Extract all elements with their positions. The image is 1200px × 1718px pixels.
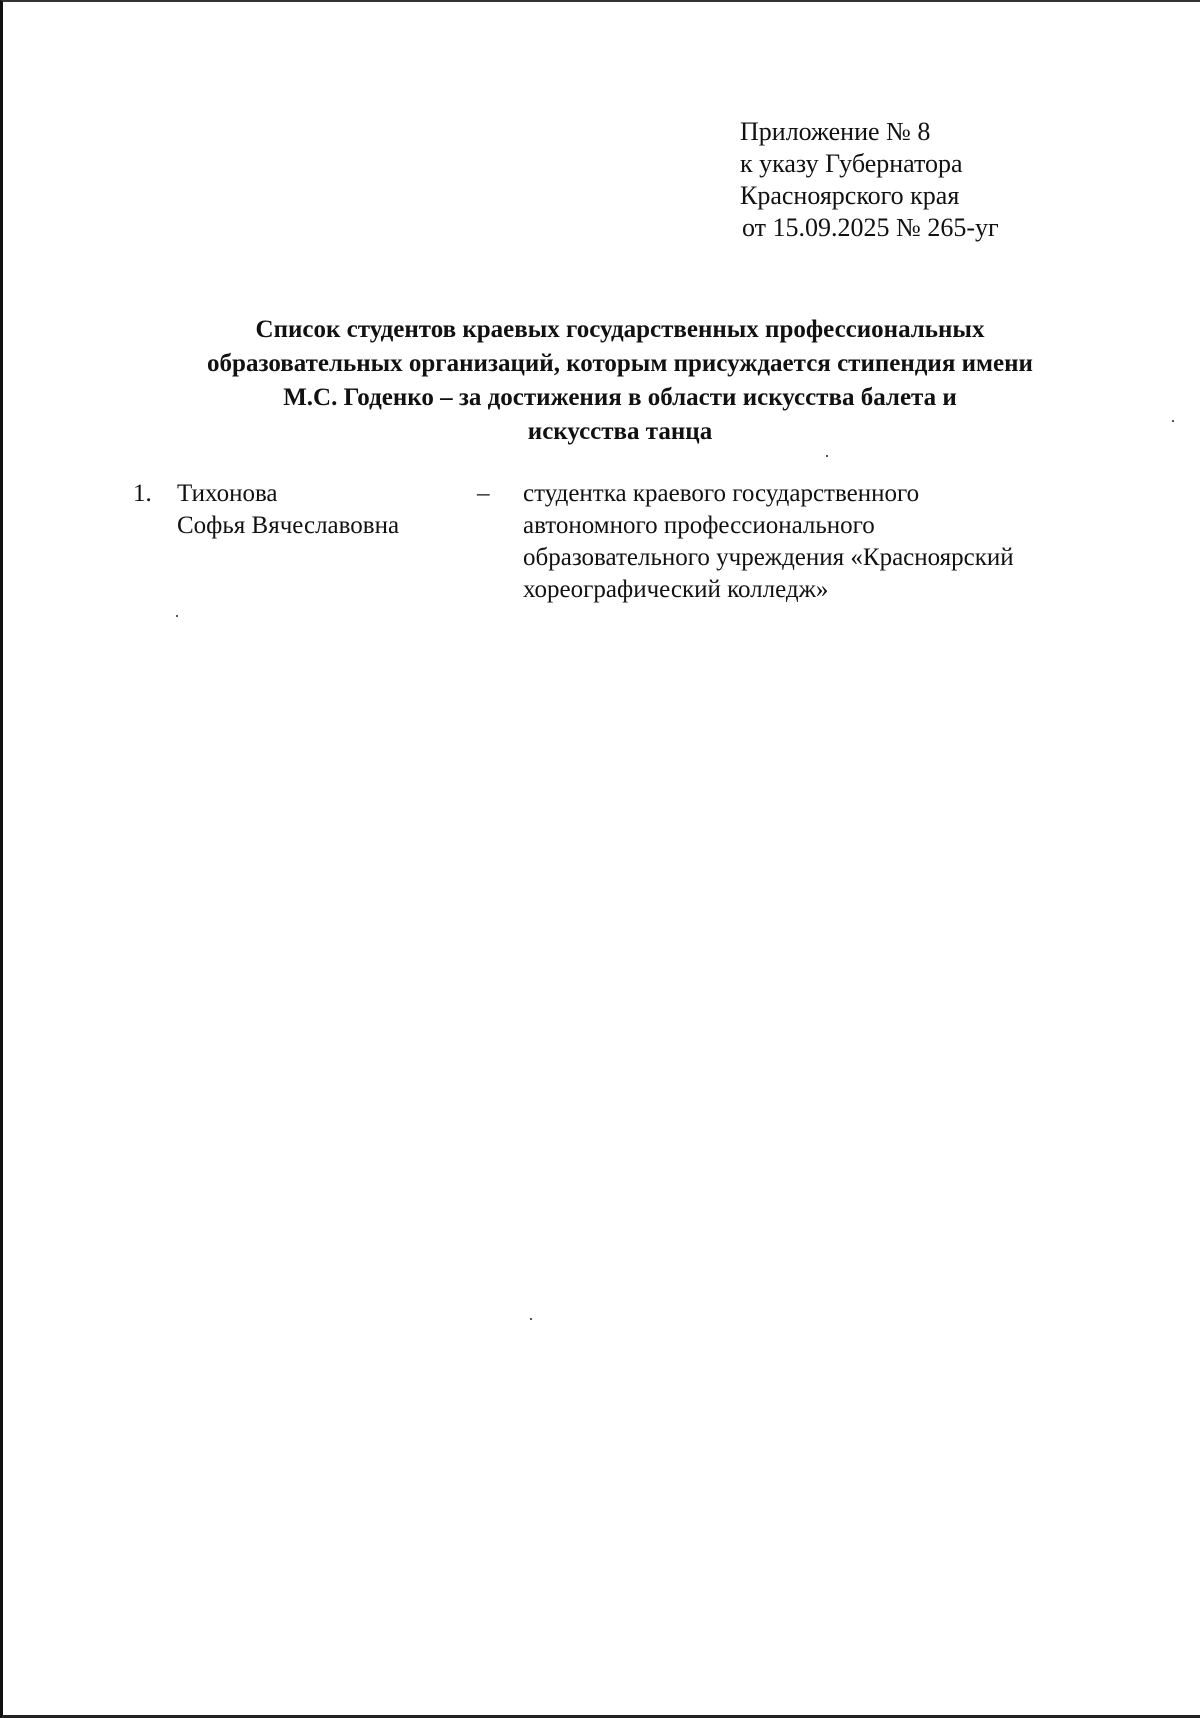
description-line: студентка краевого государственного	[523, 480, 920, 507]
document-title	[140, 313, 1100, 449]
title-line: М.С. Годенко – за достижения в области искусства балета и	[283, 384, 957, 411]
annex-region: Красноярского края	[740, 181, 960, 210]
student-list	[133, 478, 1093, 608]
title-line: искусства танца	[527, 418, 713, 445]
description-line: хореографический колледж»	[523, 576, 829, 603]
student-surname: Тихонова	[177, 480, 278, 507]
student-name	[177, 478, 399, 542]
annex-number: Приложение № 8	[740, 117, 931, 146]
annex-date-number: от 15.09.2025 № 265-уг	[742, 213, 999, 242]
student-description	[523, 478, 1014, 606]
description-line: автономного профессионального	[523, 512, 875, 539]
title-line: Список студентов краевых государственных профессиональных	[255, 316, 985, 343]
description-line: образовательного учреждения «Красноярский	[523, 544, 1014, 571]
item-number: 1.	[133, 480, 152, 507]
scan-speck	[826, 455, 828, 457]
list-item	[133, 478, 1093, 608]
title-line: образовательных организаций, которым присуждается стипендия имени	[207, 350, 1033, 377]
scan-speck	[176, 615, 178, 617]
separator-dash: –	[477, 480, 490, 507]
annex-header	[740, 116, 999, 244]
scan-speck	[1172, 420, 1174, 422]
scan-speck	[530, 1318, 532, 1320]
student-given-names: Софья Вячеславовна	[177, 512, 400, 539]
annex-decree-ref: к указу Губернатора	[740, 149, 963, 178]
